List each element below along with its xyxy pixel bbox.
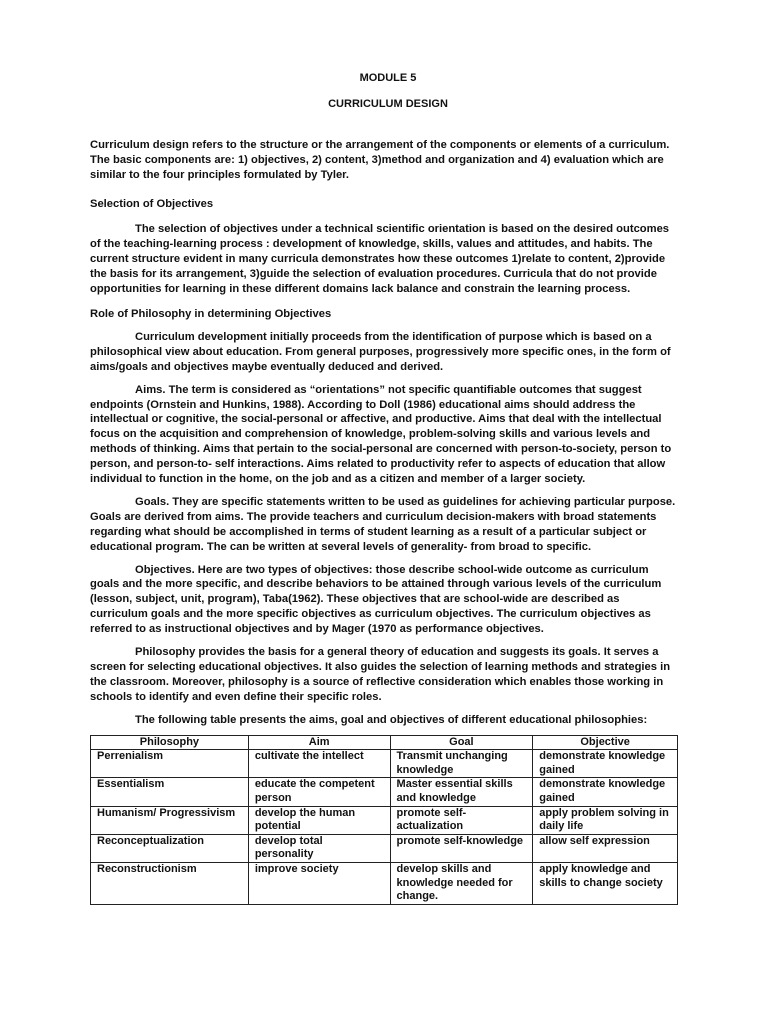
philosophy-table — [90, 735, 678, 905]
section-heading-selection: Selection of Objectives — [90, 197, 214, 210]
table-row — [91, 806, 678, 834]
cell-philosophy: Reconceptualization — [91, 834, 249, 862]
header-aim: Aim — [248, 735, 390, 750]
section-heading-role: Role of Philosophy in determining Objectives — [90, 307, 332, 320]
header-philosophy: Philosophy — [91, 735, 249, 750]
table-row — [91, 750, 678, 778]
cell-philosophy: Perrenialism — [91, 750, 249, 778]
page-title: CURRICULUM DESIGN — [328, 97, 448, 110]
cell-aim: improve society — [248, 862, 390, 904]
cell-aim: cultivate the intellect — [248, 750, 390, 778]
header-goal: Goal — [390, 735, 533, 750]
cell-objective: apply problem solving in daily life — [533, 806, 678, 834]
role-paragraph: Curriculum development initially proceeds from the identification of purpose which is based on a philosophical view about education. From general purposes, progressively more specific ones, in the form of aims/goals and objectives maybe eventually deduced and derived. — [90, 330, 671, 373]
header-objective: Objective — [533, 735, 678, 750]
table-header-row — [91, 735, 678, 750]
cell-goal: promote self-knowledge — [390, 834, 533, 862]
cell-goal: Transmit unchanging knowledge — [390, 750, 533, 778]
aims-paragraph: Aims. The term is considered as “orientations” not specific quantifiable outcomes that suggest endpoints (Ornstein and Hunkins, 1988). According to Doll (1986) educational aims should address the intellectual or cognitive, the social-personal or affective, and productive. Aims that deal with the intellectual focus on the acquisition and comprehension of knowledge, problem-solving skills and various levels and methods of thinking. Aims that pertain to the social-personal are concerned with person-to-society, person to person, and person-to- self interactions. Aims related to productivity refer to aspects of education that allow individual to function in the home, on the job and as a citizen and member of a larger society. — [90, 383, 672, 486]
cell-objective: demonstrate knowledge gained — [533, 778, 678, 806]
table-row — [91, 834, 678, 862]
goals-paragraph: Goals. They are specific statements written to be used as guidelines for achieving particular purpose. Goals are derived from aims. The provide teachers and curriculum decision-makers with broad statements regarding what should be accomplished in terms of student learning as a result of a particular subject or educational program. The can be written at several levels of generality- from broad to specific. — [90, 495, 676, 553]
module-title: MODULE 5 — [359, 72, 417, 84]
cell-goal: develop skills and knowledge needed for change. — [390, 862, 533, 904]
cell-philosophy: Humanism/ Progressivism — [91, 806, 249, 834]
cell-objective: apply knowledge and skills to change society — [533, 862, 678, 904]
cell-aim: educate the competent person — [248, 778, 390, 806]
objectives-paragraph: Objectives. Here are two types of objectives: those describe school-wide outcome as curriculum goals and the more specific, and describe behaviors to be attained through various levels of the curriculum (lesson, subject, unit, program), Taba(1962). These objectives that are school-wide are described as curriculum goals and the more specific objectives as curriculum objectives. The curriculum objectives as referred to as instructional objectives and by Mager (1970 as performance objectives. — [90, 563, 662, 636]
philosophy-paragraph: Philosophy provides the basis for a general theory of education and suggests its goals. It serves a screen for selecting educational objectives. It also guides the selection of learning methods and strategies in the classroom. Moreover, philosophy is a source of reflective consideration which enables those working in schools to identify and even define their specific roles. — [90, 646, 671, 703]
cell-goal: promote self-actualization — [390, 806, 533, 834]
cell-objective: allow self expression — [533, 834, 678, 862]
selection-paragraph: The selection of objectives under a technical scientific orientation is based on the desired outcomes of the teaching-learning process : development of knowledge, skills, values and attitudes, and habits. The current structure evident in many curricula demonstrates how these outcomes 1)relate to content, 2)provide the basis for its arrangement, 3)guide the selection of evaluation procedures. Curricula that do not provide opportunities for learning in these different domains lack balance and constrain the learning process. — [90, 223, 670, 296]
cell-aim: develop total personality — [248, 834, 390, 862]
cell-goal: Master essential skills and knowledge — [390, 778, 533, 806]
table-intro: The following table presents the aims, goal and objectives of different educational philosophies: — [135, 713, 648, 726]
table-row — [91, 862, 678, 904]
cell-philosophy: Reconstructionism — [91, 862, 249, 904]
table-row — [91, 778, 678, 806]
cell-philosophy: Essentialism — [91, 778, 249, 806]
cell-objective: demonstrate knowledge gained — [533, 750, 678, 778]
intro-paragraph: Curriculum design refers to the structure or the arrangement of the components or elements of a curriculum. The basic components are: 1) objectives, 2) content, 3)method and organization and 4) evaluation which are similar to the four principles formulated by Tyler. — [90, 138, 670, 181]
cell-aim: develop the human potential — [248, 806, 390, 834]
